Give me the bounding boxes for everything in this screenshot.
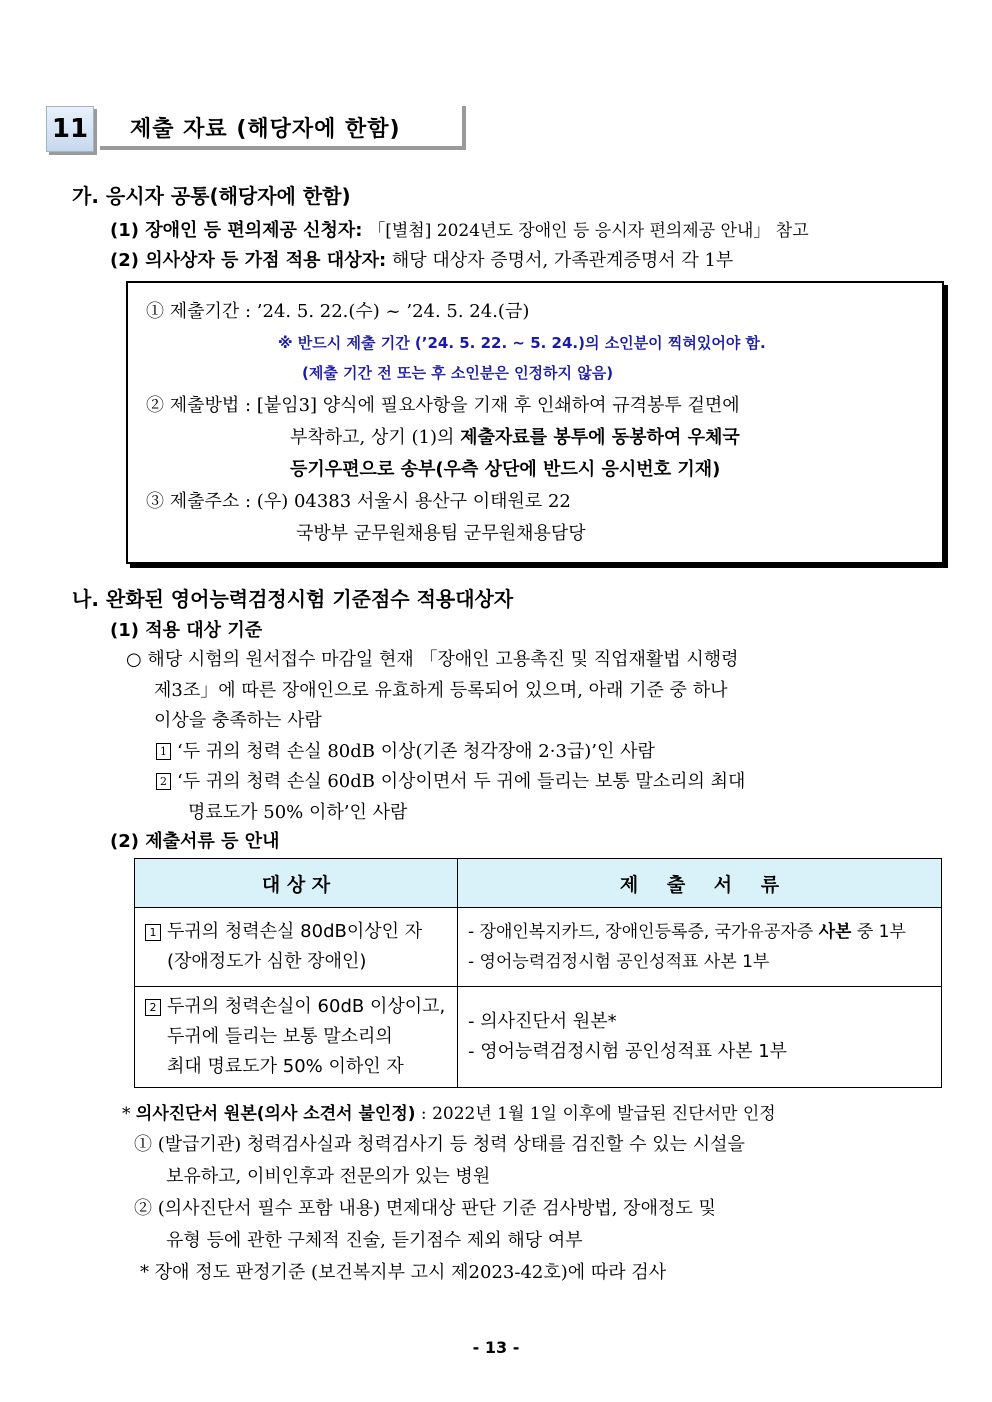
note-star: *: [122, 1104, 136, 1124]
row-2-target-line-1: 두귀의 청력손실이 60dB 이상이고,: [167, 996, 446, 1017]
row-1-docs: [458, 908, 942, 987]
method-label: ② 제출방법 :: [146, 395, 252, 416]
method-line-2a: 부착하고, 상기 (1)의: [290, 427, 461, 448]
method-line-1: [붙임3] 양식에 필요사항을 기재 후 인쇄하여 규격봉투 겉면에: [256, 395, 740, 416]
ga-item-1-label: (1) 장애인 등 편의제공 신청자:: [110, 220, 363, 241]
row-2-doc-2: - 영어능력검정시험 공인성적표 사본 1부: [468, 1041, 788, 1062]
ga-item-2-text: 해당 대상자 증명서, 가족관계증명서 각 1부: [391, 250, 734, 271]
ga-item-1: [110, 216, 809, 242]
header-target: 대 상 자: [135, 859, 458, 908]
row-2-doc-1: - 의사진단서 원본*: [468, 1011, 617, 1032]
row-1-doc-1b: 사본: [818, 922, 852, 942]
criterion-1: [156, 737, 655, 763]
period-note-2: (제출 기간 전 또는 후 소인분은 인정하지 않음): [302, 364, 614, 382]
row-2-target: [135, 987, 458, 1088]
page-number: - 13 -: [472, 1338, 520, 1357]
note-1-line-2: 보유하고, 이비인후과 전문의가 있는 병원: [166, 1166, 491, 1187]
row-2-target-line-2: 두귀에 들리는 보통 말소리의: [167, 1026, 393, 1047]
section-title: 제출 자료 (해당자에 한함): [130, 117, 401, 142]
period-value: ’24. 5. 22.(수) ~ ’24. 5. 24.(금): [256, 301, 530, 322]
box-period: [146, 297, 529, 323]
na-sub-2: (2) 제출서류 등 안내: [110, 831, 280, 852]
row-1-doc-1a: - 장애인복지카드, 장애인등록증, 국가유공자증: [468, 922, 819, 942]
row-1-number: 1: [145, 924, 161, 941]
method-line-2: [290, 423, 740, 449]
criterion-1-text: ‘두 귀의 청력 손실 80dB 이상(기존 청각장애 2·3급)’인 사람: [177, 741, 655, 762]
heading-ga: 가. 응시자 공통(해당자에 한함): [72, 184, 351, 208]
table-header-row: [135, 859, 942, 908]
row-1-target-line-2: (장애정도가 심한 장애인): [167, 951, 367, 972]
address-label: ③ 제출주소 :: [146, 491, 252, 512]
table-row: [135, 908, 942, 987]
na-sub-1: (1) 적용 대상 기준: [110, 620, 263, 641]
criterion-2-text-2: 명료도가 50% 이하’인 사람: [188, 802, 408, 823]
na-bullet-line-3: 이상을 충족하는 사람: [154, 710, 322, 731]
method-line-3: 등기우편으로 송부(우측 상단에 반드시 응시번호 기재): [290, 459, 721, 480]
note-2-line-1: ② (의사진단서 필수 포함 내용) 면제대상 판단 기준 검사방법, 장애정도 및: [134, 1198, 716, 1219]
note-2-line-2: 유형 등에 관한 구체적 진술, 듣기점수 제외 해당 여부: [166, 1230, 583, 1251]
na-bullet-line-1: ○ 해당 시험의 원서접수 마감일 현재 「장애인 고용촉진 및 직업재활법 시행령: [126, 649, 739, 670]
row-2-target-line-3: 최대 명료도가 50% 이하인 자: [167, 1056, 404, 1077]
na-bullet-line-2: 제3조」에 따른 장애인으로 유효하게 등록되어 있으며, 아래 기준 중 하나: [154, 680, 728, 701]
row-2-number: 2: [145, 999, 161, 1016]
criterion-1-number: 1: [156, 743, 171, 760]
row-1-target: [135, 908, 458, 987]
criterion-2-text-1: ‘두 귀의 청력 손실 60dB 이상이면서 두 귀에 들리는 보통 말소리의 최대: [177, 771, 746, 792]
ga-item-1-text: 「[별첨] 2024년도 장애인 등 응시자 편의제공 안내」 참고: [368, 221, 809, 241]
note-1-line-1: ① (발급기관) 청력검사실과 청력검사기 등 청력 상태를 검진할 수 있는 시설을: [134, 1134, 745, 1155]
method-line-2b: 제출자료를 봉투에 동봉하여 우체국: [460, 427, 740, 448]
row-2-docs: [458, 987, 942, 1088]
header-docs: 제 출 서 류: [458, 859, 942, 908]
criterion-2: [156, 767, 745, 793]
period-label: ① 제출기간 :: [146, 301, 252, 322]
note-bold: 의사진단서 원본(의사 소견서 불인정): [135, 1104, 416, 1124]
table-row: [135, 987, 942, 1088]
row-1-doc-2: - 영어능력검정시험 공인성적표 사본 1부: [468, 952, 770, 972]
note-rest: : 2022년 1월 1일 이후에 발급된 진단서만 인정: [415, 1104, 776, 1124]
period-note-1: ※ 반드시 제출 기간 (’24. 5. 22. ~ 5. 24.)의 소인분이 찍혀있어야 함.: [278, 334, 766, 352]
section-number-badge: [46, 106, 94, 152]
address-line-1: (우) 04383 서울시 용산구 이태원로 22: [256, 491, 571, 512]
section-number: 11: [51, 114, 89, 144]
box-address: [146, 487, 571, 513]
criterion-2-number: 2: [156, 773, 171, 790]
heading-na: 나. 완화된 영어능력검정시험 기준점수 적용대상자: [72, 587, 514, 611]
documents-table: [134, 858, 942, 1088]
row-1-doc-1c: 중 1부: [851, 922, 906, 942]
ga-item-2-label: (2) 의사상자 등 가점 적용 대상자:: [110, 250, 387, 271]
row-1-target-line-1: 두귀의 청력손실 80dB이상인 자: [167, 921, 423, 942]
note-main: [122, 1099, 776, 1124]
note-3: * 장애 정도 판정기준 (보건복지부 고시 제2023-42호)에 따라 검사: [140, 1262, 667, 1283]
ga-item-2: [110, 246, 733, 272]
address-line-2: 국방부 군무원채용팀 군무원채용담당: [296, 523, 586, 544]
box-method: [146, 391, 740, 417]
